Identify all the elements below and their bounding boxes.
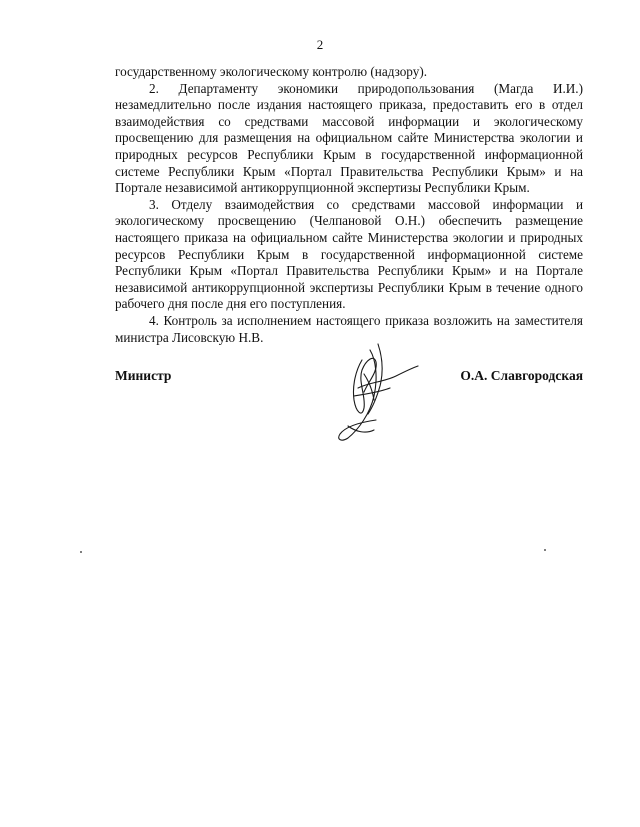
- signature-block: [115, 368, 583, 388]
- paragraph-item-3: 3. Отделу взаимодействия со средствами массовой информации и экологическому просвещению (Челпановой О.Н.) обеспечить размещение настоящего приказа на официальном сайте Министерства экологии и природных ресурсов Республики Крым в государственной информационной системе Республики Крым «Портал Правительства Республики Крым» и на Портале независимой антикоррупционной экспертизы Республики Крым в течение одного рабочего дня после дня его поступления.: [115, 196, 583, 312]
- scan-speck: [80, 551, 82, 553]
- paragraph-continuation: государственному экологическому контролю (надзору).: [115, 64, 428, 79]
- signatory-title: Министр: [115, 368, 172, 383]
- scan-speck: [544, 549, 546, 551]
- document-body: [115, 64, 583, 346]
- paragraph-item-4: 4. Контроль за исполнением настоящего приказа возложить на заместителя министра Лисовскую Н.В.: [115, 312, 583, 345]
- page-number: 2: [316, 37, 324, 52]
- signatory-name: О.А. Славгородская: [460, 368, 583, 383]
- handwritten-signature: [318, 330, 428, 450]
- paragraph-item-2: 2. Департаменту экономики природопользования (Магда И.И.) незамедлительно после издания настоящего приказа, предоставить его в отдел взаимодействия со средствами массовой информации и экологическому просвещению для размещения на официальном сайте Министерства экологии и природных ресурсов Республики Крым в государственной информационной системе Республики Крым «Портал Правительства Республики Крым» и на Портале независимой антикоррупционной экспертизы Республики Крым.: [115, 80, 583, 196]
